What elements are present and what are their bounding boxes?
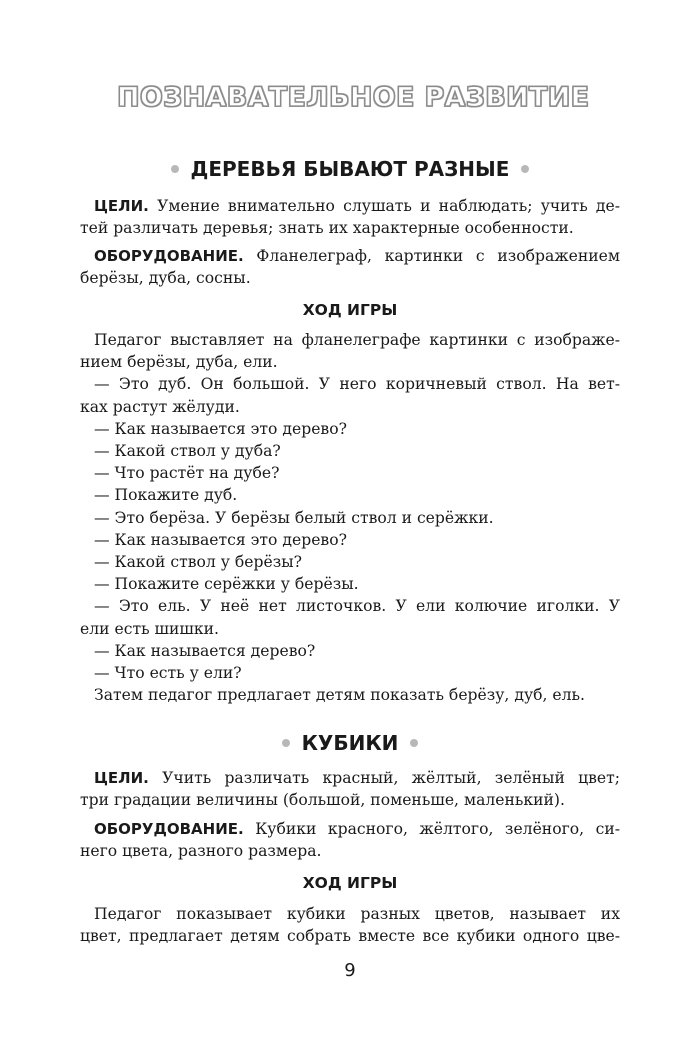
text-line: берёзы, дуба, сосны. bbox=[80, 269, 251, 288]
text-line: ели есть шишки. bbox=[80, 619, 220, 638]
equipment-paragraph bbox=[80, 818, 620, 862]
game-title-cubes bbox=[80, 731, 620, 755]
game-title-trees bbox=[80, 157, 620, 181]
text-line: тей различать деревья; знать их характерные особенности. bbox=[80, 219, 574, 238]
text-line: Педагог выставляет на фланелеграфе картинки с изображе- bbox=[94, 331, 620, 349]
text-line: — Какой ствол у дуба? bbox=[94, 442, 281, 461]
procedure-text bbox=[80, 329, 620, 706]
bullet-icon bbox=[171, 165, 179, 173]
text-line: — Это дуб. Он большой. У него коричневый ствол. На вет- bbox=[94, 375, 620, 394]
text-fragment: Умение внимательно слушать и наблюдать; учить де- bbox=[148, 197, 620, 215]
text-line: цвет, предлагает детям собрать вместе все кубики одного цве- bbox=[80, 927, 620, 946]
text-line: — Как называется это дерево? bbox=[94, 530, 347, 549]
bullet-icon bbox=[521, 165, 529, 173]
text-line: — Какой ствол у берёзы? bbox=[94, 553, 303, 572]
equipment-paragraph bbox=[80, 245, 620, 289]
text-line: — Это ель. У неё нет листочков. У ели колючие иголки. У bbox=[94, 597, 620, 616]
text-line: — Что растёт на дубе? bbox=[94, 464, 280, 483]
text-line bbox=[80, 767, 620, 789]
text-line: — Покажите серёжки у берёзы. bbox=[94, 575, 359, 594]
equipment-label: ОБОРУДОВАНИЕ. bbox=[94, 820, 244, 838]
game-title-text: КУБИКИ bbox=[301, 731, 399, 755]
text-line: Педагог показывает кубики разных цветов, называет их bbox=[94, 905, 620, 923]
equipment-label: ОБОРУДОВАНИЕ. bbox=[94, 247, 244, 265]
text-line bbox=[80, 245, 620, 267]
section-title: ПОЗНАВАТЕЛЬНОЕ РАЗВИТИЕ bbox=[117, 82, 590, 113]
book-page bbox=[80, 0, 620, 1039]
bullet-icon bbox=[410, 739, 418, 747]
goals-label: ЦЕЛИ. bbox=[94, 769, 149, 787]
text-fragment: Фланелеграф, картинки с изображением bbox=[243, 247, 620, 265]
text-line: нием берёзы, дуба, ели. bbox=[80, 353, 278, 372]
page-number: 9 bbox=[344, 960, 356, 981]
procedure-text bbox=[80, 903, 620, 947]
text-fragment: Учить различать красный, жёлтый, зелёный цвет; bbox=[148, 769, 620, 787]
text-line: — Что есть у ели? bbox=[94, 664, 242, 683]
goals-label: ЦЕЛИ. bbox=[94, 197, 149, 215]
text-line: него цвета, разного размера. bbox=[80, 842, 322, 861]
goals-paragraph bbox=[80, 767, 620, 811]
text-fragment: Кубики красного, жёлтого, зелёного, си- bbox=[243, 820, 620, 838]
text-line bbox=[80, 818, 620, 840]
text-line: три градации величины (большой, поменьше, маленький). bbox=[80, 791, 565, 810]
text-line: — Как называется это дерево? bbox=[94, 419, 347, 438]
procedure-heading: ХОД ИГРЫ bbox=[302, 301, 398, 319]
text-line bbox=[80, 195, 620, 217]
text-line: ках растут жёлуди. bbox=[80, 397, 240, 416]
text-line: Затем педагог предлагает детям показать берёзу, дуб, ель. bbox=[94, 686, 586, 705]
text-line: — Как называется дерево? bbox=[94, 641, 316, 660]
text-line: — Это берёза. У берёзы белый ствол и серёжки. bbox=[94, 508, 494, 527]
bullet-icon bbox=[282, 739, 290, 747]
text-line: — Покажите дуб. bbox=[94, 486, 238, 505]
procedure-heading: ХОД ИГРЫ bbox=[302, 874, 398, 892]
goals-paragraph bbox=[80, 195, 620, 239]
game-title-text: ДЕРЕВЬЯ БЫВАЮТ РАЗНЫЕ bbox=[190, 157, 510, 181]
